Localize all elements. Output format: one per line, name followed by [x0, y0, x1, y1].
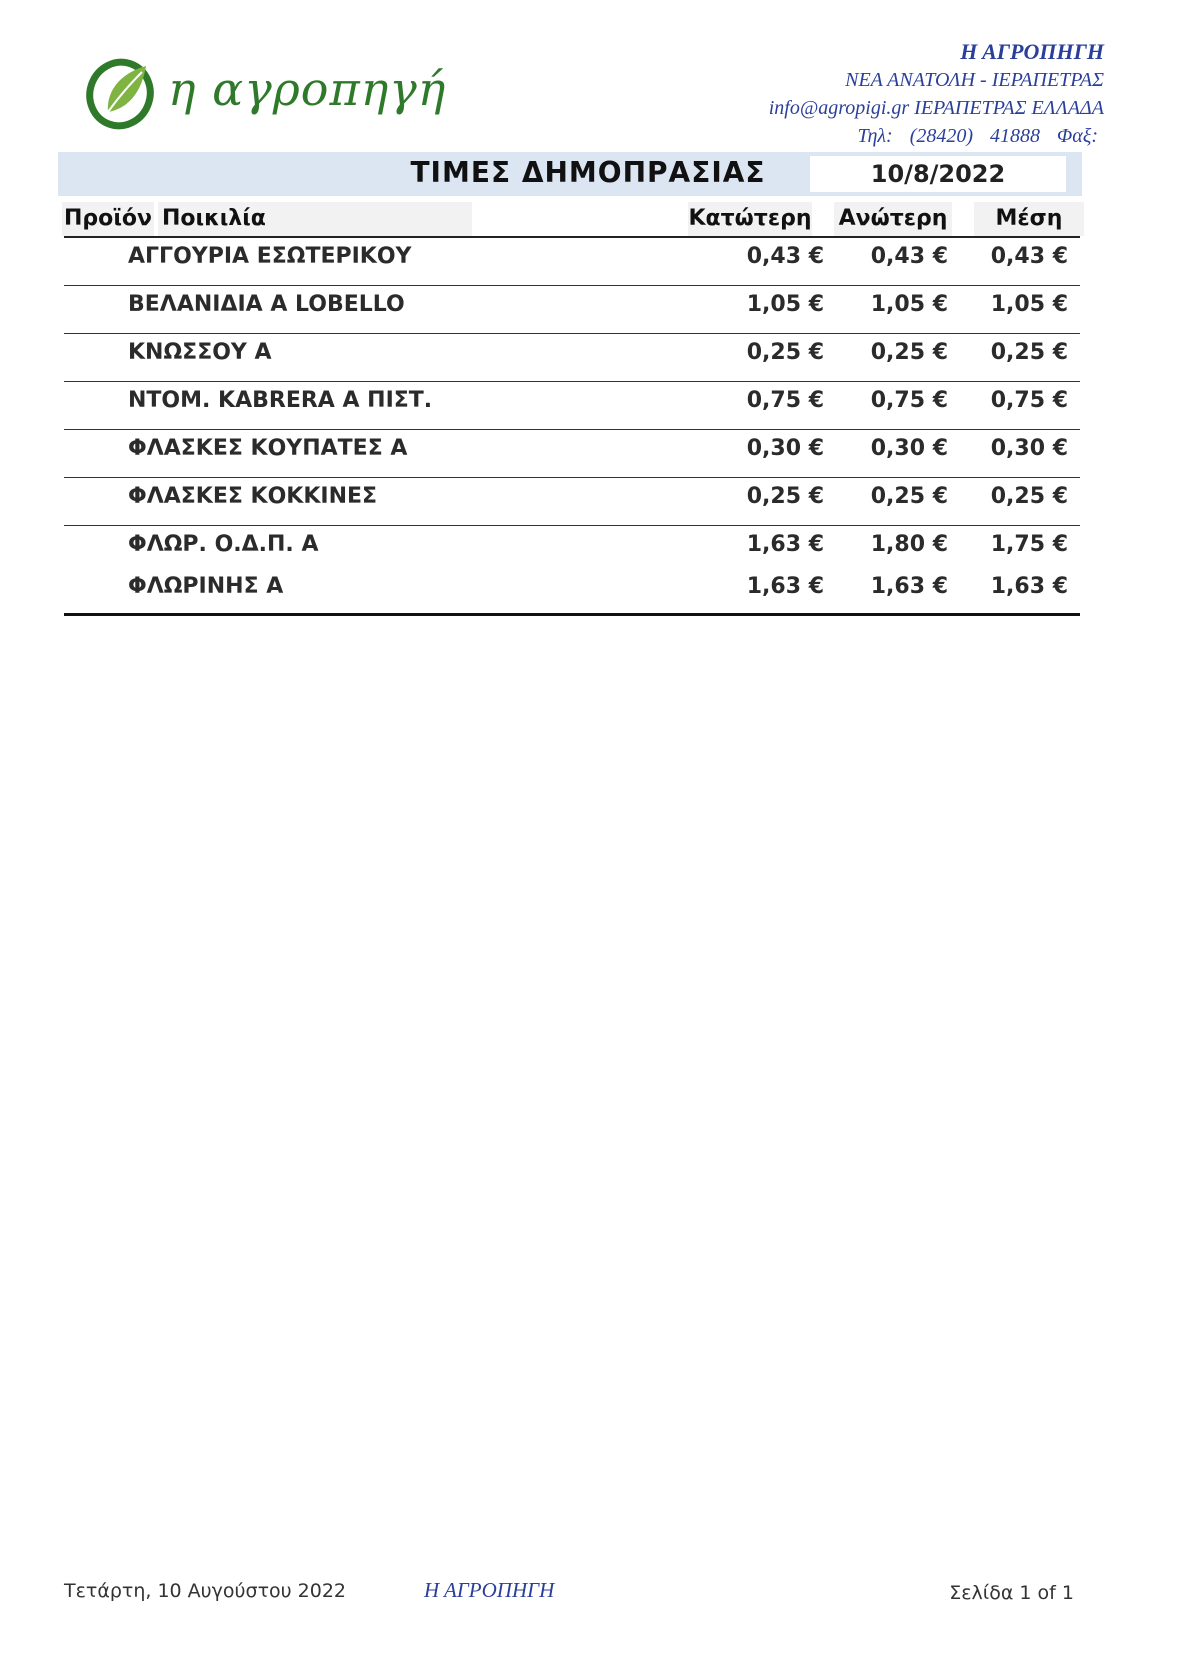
price-high: 1,05 €: [870, 292, 948, 317]
price-high: 0,25 €: [870, 484, 948, 509]
price-mid: 0,75 €: [990, 388, 1068, 413]
table-row: [64, 568, 1080, 616]
page-title: ΤΙΜΕΣ ΔΗΜΟΠΡΑΣΙΑΣ: [410, 156, 766, 189]
price-low: 0,25 €: [746, 340, 824, 365]
page-number: Σελίδα 1 of 1: [949, 1582, 1074, 1604]
footer-date: Τετάρτη, 10 Αυγούστου 2022: [64, 1580, 347, 1602]
auction-date: 10/8/2022: [810, 156, 1066, 192]
company-logo: [84, 52, 447, 142]
price-mid: 0,30 €: [990, 436, 1068, 461]
price-mid: 0,25 €: [990, 340, 1068, 365]
table-row: [64, 526, 1080, 568]
column-header-low: Κατώτερη: [688, 202, 812, 236]
fax-label: Φαξ:: [1057, 125, 1098, 147]
price-mid: 1,63 €: [990, 574, 1068, 599]
column-header-variety: Ποικιλία: [158, 202, 472, 236]
price-high: 0,43 €: [870, 244, 948, 269]
product-name: ΒΕΛΑΝΙΔΙΑ Α LOBELLO: [128, 292, 405, 317]
leaf-icon: [84, 52, 164, 132]
price-high: 0,30 €: [870, 436, 948, 461]
price-low: 1,63 €: [746, 532, 824, 557]
company-email: info@agropigi.gr ΙΕΡΑΠΕΤΡΑΣ ΕΛΛΑΔΑ: [768, 97, 1104, 119]
price-high: 1,80 €: [870, 532, 948, 557]
product-name: ΦΛΩΡΙΝΗΣ Α: [128, 574, 284, 599]
product-name: ΦΛΩΡ. Ο.Δ.Π. Α: [128, 532, 319, 557]
table-row: [64, 430, 1080, 478]
company-address: ΝΕΑ ΑΝΑΤΟΛΗ - ΙΕΡΑΠΕΤΡΑΣ: [845, 69, 1104, 91]
price-low: 0,30 €: [746, 436, 824, 461]
title-band: [58, 152, 1082, 196]
phone-area: (28420): [909, 125, 974, 147]
price-low: 1,05 €: [746, 292, 824, 317]
price-mid: 1,05 €: [990, 292, 1068, 317]
logo-text: η αγροπηγή: [168, 62, 447, 116]
product-name: ΝΤΟΜ. KABRERA Α ΠΙΣΤ.: [128, 388, 433, 413]
price-high: 0,25 €: [870, 340, 948, 365]
price-low: 0,75 €: [746, 388, 824, 413]
table-row: [64, 478, 1080, 526]
price-low: 0,25 €: [746, 484, 824, 509]
column-header-product: Προϊόν: [62, 202, 154, 236]
table-row: [64, 286, 1080, 334]
price-mid: 0,25 €: [990, 484, 1068, 509]
column-header-mid: Μέση: [974, 202, 1084, 236]
product-name: ΦΛΑΣΚΕΣ ΚΟΚΚΙΝΕΣ: [128, 484, 378, 509]
table-row: [64, 382, 1080, 430]
price-mid: 1,75 €: [990, 532, 1068, 557]
table-row: [64, 334, 1080, 382]
price-high: 1,63 €: [870, 574, 948, 599]
footer-company: Η ΑΓΡΟΠΗΓΗ: [424, 1578, 555, 1602]
product-name: ΚΝΩΣΣΟΥ Α: [128, 340, 272, 365]
table-row: [64, 238, 1080, 286]
price-high: 0,75 €: [870, 388, 948, 413]
phone-number: 41888: [990, 125, 1041, 147]
price-low: 0,43 €: [746, 244, 824, 269]
company-info: [769, 38, 1104, 150]
product-name: ΦΛΑΣΚΕΣ ΚΟΥΠΑΤΕΣ Α: [128, 436, 408, 461]
price-table: [64, 236, 1080, 616]
company-phone: [769, 122, 1104, 150]
price-low: 1,63 €: [746, 574, 824, 599]
column-header-high: Ανώτερη: [834, 202, 952, 236]
product-name: ΑΓΓΟΥΡΙΑ ΕΣΩΤΕΡΙΚΟΥ: [128, 244, 412, 269]
phone-label: Τηλ:: [857, 125, 893, 147]
company-name: Η ΑΓΡΟΠΗΓΗ: [960, 39, 1104, 64]
price-mid: 0,43 €: [990, 244, 1068, 269]
